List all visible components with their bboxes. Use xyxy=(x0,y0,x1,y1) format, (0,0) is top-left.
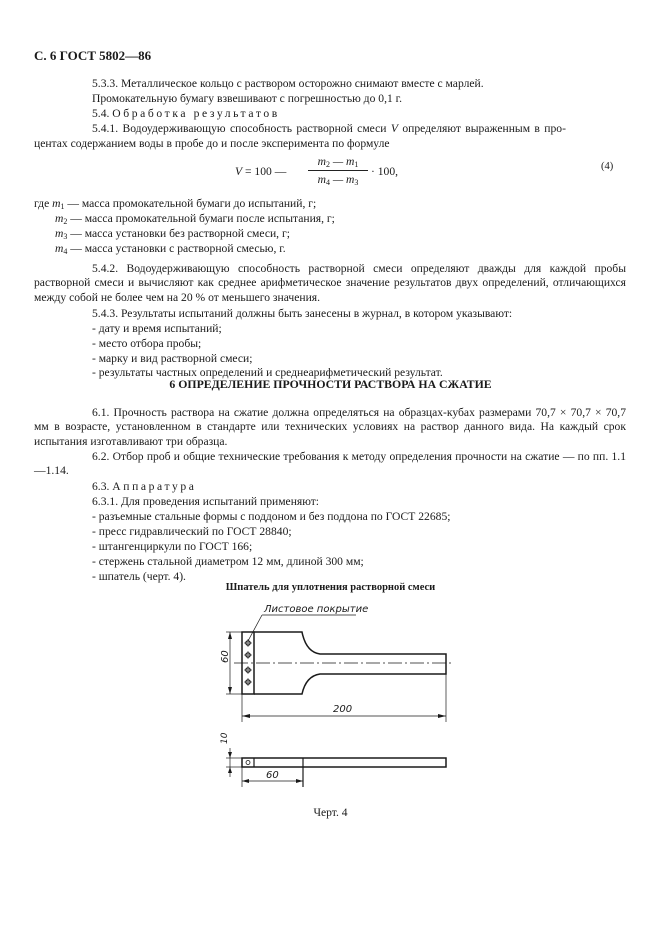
text: 5.4.1. Водоудерживающую способность растворной смеси xyxy=(92,122,387,135)
list-item: - место отбора пробы; xyxy=(92,337,202,350)
paragraph-5-3-3: 5.3.3. Металлическое кольцо с раствором осторожно снимают вместе с марлей. xyxy=(92,77,484,90)
definition: — масса установки без растворной смеси, г; xyxy=(67,227,290,240)
subscript: 3 xyxy=(63,232,68,241)
where-prefix: где xyxy=(34,197,50,210)
text: определяют выраженным в про- xyxy=(402,122,566,135)
paragraph-6-1: 6.1. Прочность раствора на сжатие должна определяться на образцах-кубах размерами 70,7 × 70,7 × 70,7 мм в возрасте, установленном в стандарте или технических условиях на раствор данного вида. На каждый срок испытания изготавливают три образца. xyxy=(34,406,626,448)
equation-number: (4) xyxy=(601,161,614,172)
subsection-number: 5.4. xyxy=(92,107,110,120)
list-item: - пресс гидравлический по ГОСТ 28840; xyxy=(92,525,292,538)
formula-lhs: V = 100 — xyxy=(235,165,287,178)
list-item: - марку и вид растворной смеси; xyxy=(92,352,253,365)
subsection-number: 6.3. xyxy=(92,480,110,493)
figure-title: Шпатель для уплотнения растворной смеси xyxy=(225,582,436,593)
figure-caption: Черт. 4 xyxy=(313,806,348,819)
subsection-title: Аппаратура xyxy=(112,480,197,493)
paragraph-5-4-2: 5.4.2. Водоудерживающую способность растворной смеси определяют дважды для каждой пробы растворной смеси и вычисляют как среднее арифметическое значение результатов двух определений, отличающихся между собой не более чем на 20 % от меньшего значения. xyxy=(34,262,626,304)
subscript: 1 xyxy=(60,202,65,211)
symbol: m xyxy=(55,212,64,225)
list-item: - стержень стальной диаметром 12 мм, длиной 300 мм; xyxy=(92,555,364,568)
list-item: - результаты частных определений и среднеарифметический результат. xyxy=(92,366,443,379)
variable-v: V xyxy=(390,122,398,135)
list-item: - дату и время испытаний; xyxy=(92,322,222,335)
symbol: m xyxy=(55,227,64,240)
list-item: - штангенциркули по ГОСТ 166; xyxy=(92,540,253,553)
formula-numerator: $m_2$ — $m_1$ xyxy=(308,155,368,171)
definition: — масса установки с растворной смесью, г. xyxy=(67,242,286,255)
dim-plate-label: 60 xyxy=(266,770,279,781)
section-6-heading: 6 ОПРЕДЕЛЕНИЕ ПРОЧНОСТИ РАСТВОРА НА СЖАТИЕ xyxy=(169,377,492,391)
symbol: m xyxy=(52,197,61,210)
page-header: С. 6 ГОСТ 5802—86 xyxy=(34,48,152,63)
paragraph-6-2: 6.2. Отбор проб и общие технические требования к методу определения прочности на сжатие — по пп. 1.1—1.14. xyxy=(34,450,626,478)
paragraph-6-3-1: 6.3.1. Для проведения испытаний применяют: xyxy=(92,495,320,508)
dim-thickness-label: 10 xyxy=(220,732,230,744)
leader-label: Листовое покрытие xyxy=(264,604,369,615)
dim-length-label: 200 xyxy=(333,704,353,715)
subsection-title: Обработка результатов xyxy=(112,107,280,120)
paragraph-5-4-1-cont: центах содержанием воды в пробе до и после эксперимента по формуле xyxy=(34,137,390,150)
definition: — масса промокательной бумаги до испытаний, г; xyxy=(64,197,317,210)
definition: — масса промокательной бумаги после испытания, г; xyxy=(67,212,335,225)
subscript: 2 xyxy=(63,217,68,226)
formula-rhs: · 100, xyxy=(371,165,399,178)
subscript: 4 xyxy=(63,247,68,256)
paragraph-5-3-3-cont: Промокательную бумагу взвешивают с погрешностью до 0,1 г. xyxy=(92,92,403,105)
dim-height-label: 60 xyxy=(220,650,231,663)
formula-denominator: $m_4$ — $m_3$ xyxy=(317,173,359,187)
list-item: - шпатель (черт. 4). xyxy=(92,570,186,583)
paragraph-5-4-3: 5.4.3. Результаты испытаний должны быть занесены в журнал, в котором указывают: xyxy=(92,307,513,320)
list-item: - разъемные стальные формы с поддоном и без поддона по ГОСТ 22685; xyxy=(92,510,451,523)
symbol: m xyxy=(55,242,64,255)
